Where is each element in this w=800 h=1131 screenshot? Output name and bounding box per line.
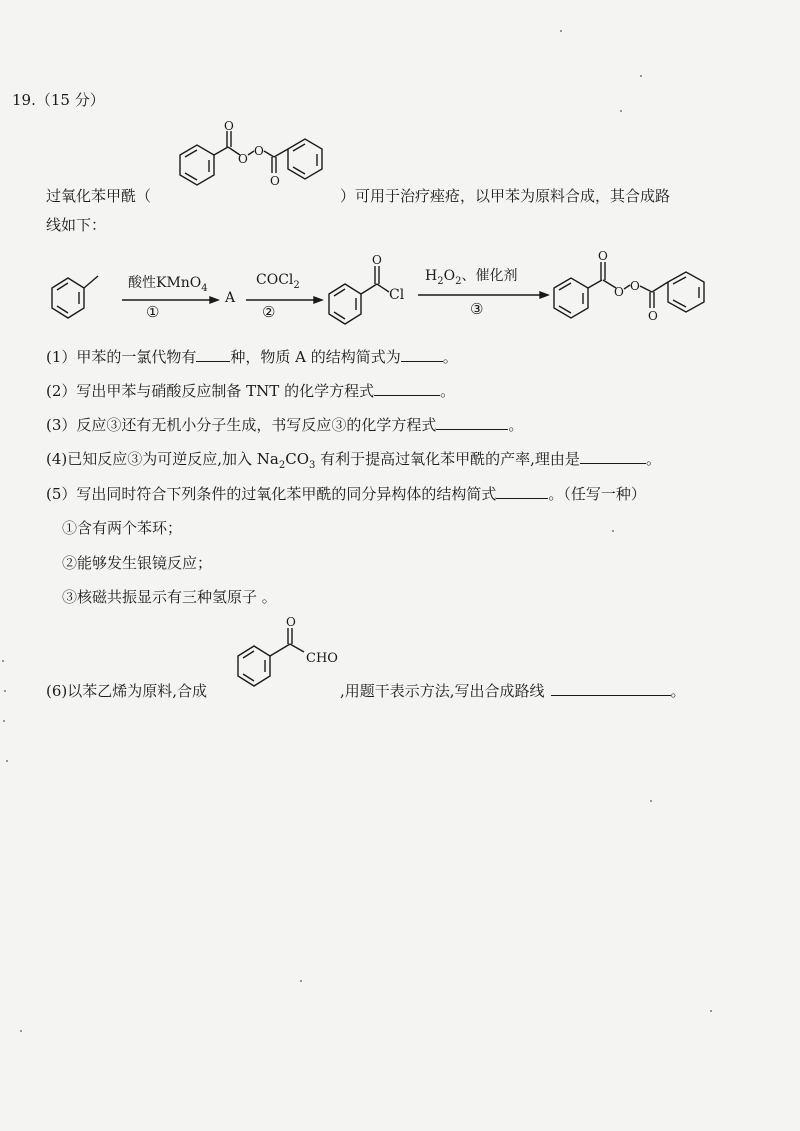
scan-speck [710,1010,712,1012]
benzoyl-chloride-structure [325,252,425,332]
atom-o: O [614,285,624,299]
atom-cl: Cl [389,287,405,303]
step2-label: ② [262,303,276,321]
question-4: (4)已知反应③为可逆反应,加入 $Na_2CO_3$ 有利于提高过氧化苯甲酰的产率,理由是 。 [46,450,661,471]
reaction-arrow-1 [122,296,222,306]
answer-blank[interactable] [401,347,443,362]
question-points: （15 分） [35,91,105,109]
answer-blank[interactable] [374,381,440,396]
question-1: (1）甲苯的一氯代物有 种，物质 A 的结构简式为 。 [46,348,458,366]
answer-blank[interactable] [551,681,671,696]
step3-label: ③ [470,300,484,318]
scan-speck [4,690,6,692]
atom-o: O [254,144,264,158]
condition-1: ①含有两个苯环； [62,519,183,537]
scan-speck [560,30,562,32]
step3-reagent: $H_2O_2$、催化剂 [425,268,518,287]
scan-speck [2,660,4,662]
condition-2: ②能够发生银镜反应； [62,554,213,572]
scan-speck [20,1030,22,1032]
question-2: (2）写出甲苯与硝酸反应制备 TNT 的化学方程式 。 [46,382,456,400]
answer-blank[interactable] [436,415,508,430]
scan-speck [3,720,5,722]
step2-reagent: COCl$_2$ [256,272,300,291]
answer-blank[interactable] [196,347,230,362]
question-header [12,90,105,110]
step1-reagent: 酸性KMnO$_4$ [128,275,208,294]
atom-o: O [224,119,234,133]
atom-o: O [286,615,296,629]
intermediate-a: A [225,290,236,306]
question-number: 19. [12,91,36,109]
answer-blank[interactable] [580,449,646,464]
intro-line-1-prefix: 过氧化苯甲酰（ [46,187,152,205]
step1-label: ① [146,303,160,321]
intro-line-1-suffix: ）可用于治疗痤疮，以甲苯为原料合成，其合成路 [340,187,671,205]
toluene-structure [40,270,110,330]
scan-speck [6,760,8,762]
question-6: ,用题干表示方法,写出合成路线 。 [340,682,686,700]
atom-o: O [372,253,382,267]
reaction-arrow-2 [246,296,326,306]
scan-speck [612,530,614,532]
question-5: (5）写出同时符合下列条件的过氧化苯甲酰的同分异构体的结构简式 。（任写一种） [46,485,646,503]
phenylglyoxal-structure [232,612,352,697]
cho-group: CHO [306,651,338,666]
scan-speck [650,800,652,802]
reaction-arrow-3 [418,291,553,301]
question-6-prefix: (6)以苯乙烯为原料,合成 [46,682,208,700]
scan-speck [640,75,642,77]
atom-o: O [598,249,608,263]
atom-o: O [270,174,280,188]
scan-speck [620,110,622,112]
scan-speck [300,980,302,982]
benzoyl-peroxide-structure-product [550,246,750,336]
atom-o: O [648,309,658,323]
atom-o: O [630,279,640,293]
atom-o: O [238,152,248,166]
question-3: (3）反应③还有无机小分子生成，书写反应③的化学方程式 。 [46,416,524,434]
benzoyl-peroxide-structure-top [160,115,350,195]
condition-3: ③核磁共振显示有三种氢原子 。 [62,588,277,606]
answer-blank[interactable] [496,484,548,499]
intro-line-2: 线如下： [46,216,107,234]
